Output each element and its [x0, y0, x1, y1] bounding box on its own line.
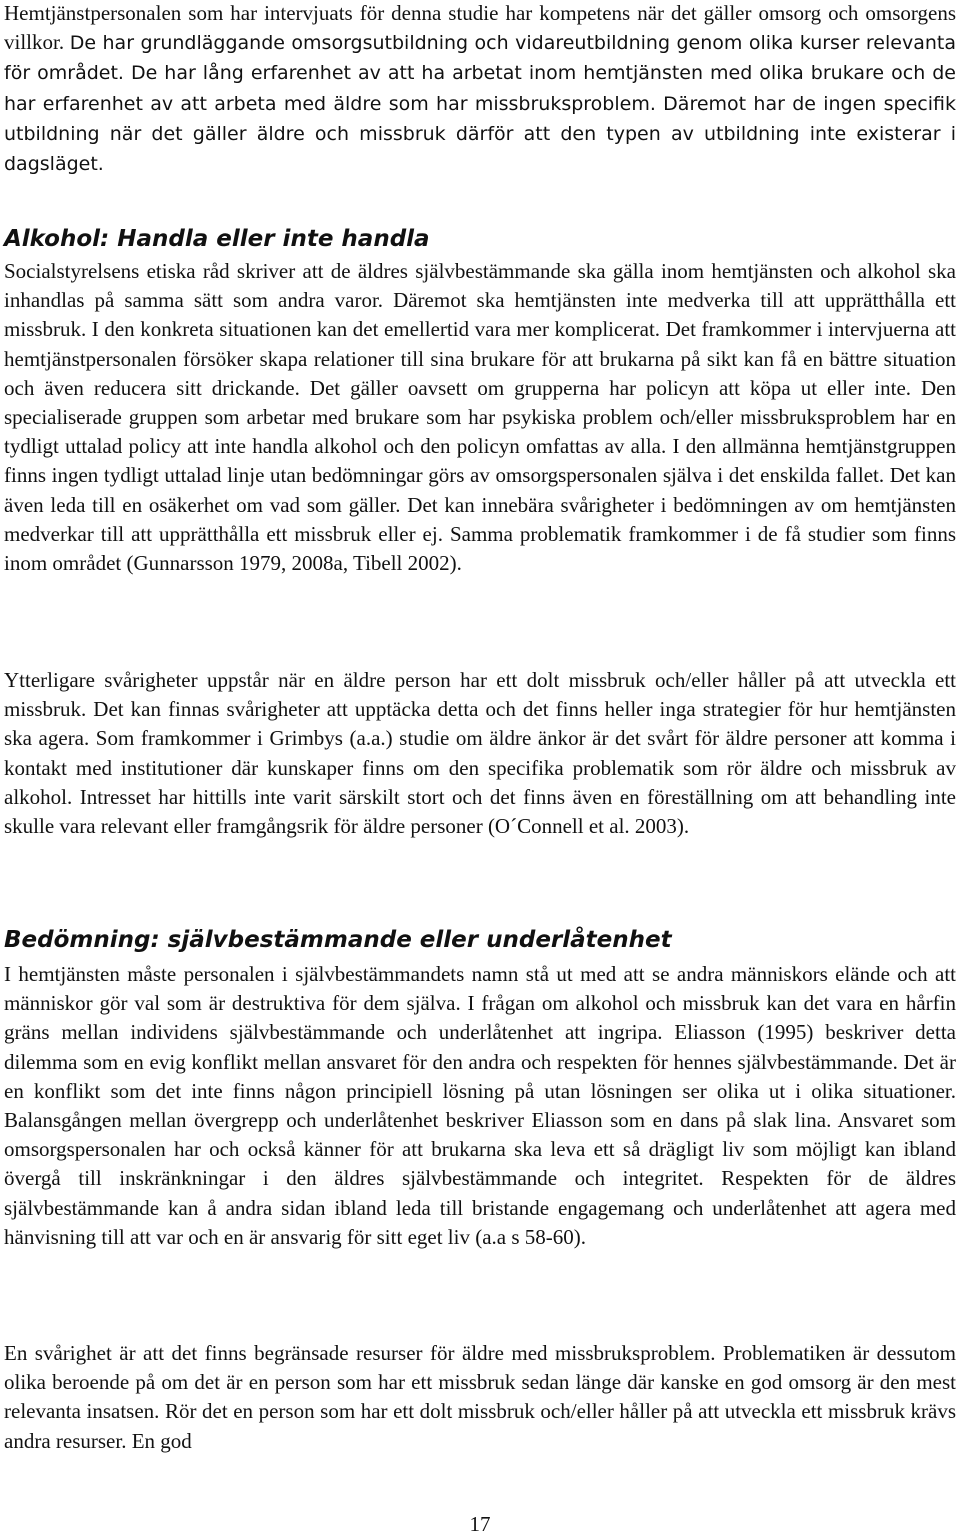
paragraph-alkohol: Socialstyrelsens etiska råd skriver att de äldres självbestämmande ska gälla inom hemtjänsten och alkohol ska inhandlas på samma sätt som andra varor. Däremot ska hemtjänsten inte medverka till att upprätthålla ett missbruk. I den konkreta situationen kan det emellertid vara mer komplicerat. Det framkommer i intervjuerna att hemtjänstpersonalen försöker skapa relationer till sina brukare för att brukarna på sikt kan få en bättre situation och även reducera sitt drickande. Det gäller oavsett om grupperna har policyn att köpa ut eller inte. Den specialiserade gruppen som arbetar med brukare som har psykiska problem och/eller missbruksproblem har en tydligt uttalad policy att inte handla alkohol och den policyn omfattas av alla. I den allmänna hemtjänstgruppen finns ingen tydligt uttalad linje utan bedömningar görs av omsorgspersonalen själva i det enskilda fallet. Det kan även leda till en osäkerhet om vad som gäller. Det kan innebära svårigheter i bedömningen av om hemtjänsten medverkar till att upprätthålla ett missbruk eller ej. Samma problematik framkommer i de få studier som finns inom området (Gunnarsson 1979, 2008a, Tibell 2002). [4, 259, 956, 576]
paragraph-ytterligare: Ytterligare svårigheter uppstår när en äldre person har ett dolt missbruk och/eller håller på att utveckla ett missbruk. Det kan finnas svårigheter att upptäcka detta och det finns heller inga strategier för hur hemtjänsten ska agera. Som framkommer i Grimbys (a.a.) studie om äldre änkor är det svårt för äldre personer att komma i kontakt med institutioner där kunskaper finns om den specifika problematik som rör äldre och missbruk av alkohol. Intresset har hittills inte varit särskilt stort och det finns även en föreställning om att behandling inte skulle vara relevant eller framgångsrik för äldre personer (O´Connell et al. 2003). [4, 668, 956, 839]
intro-text-sans: De har grundläggande omsorgsutbildning och vidareutbildning genom olika kurser relevanta för området. De har lång erfarenhet av att ha arbetat inom hemtjänsten med olika brukare och de har erfarenhet av att arbeta med äldre som har missbruksproblem. Däremot har de ingen specifik utbildning när det gäller äldre och missbruk därför att den typen av utbildning inte existerar i dagsläget. [4, 32, 956, 176]
section-heading-alkohol: Alkohol: Handla eller inte handla [4, 226, 430, 252]
section-heading-bedomning: Bedömning: självbestämmande eller underlåtenhet [4, 927, 672, 953]
page-number: 17 [469, 1512, 491, 1536]
paragraph-bedomning: I hemtjänsten måste personalen i självbestämmandets namn stå ut med att se andra människors elände och att människor gör val som är destruktiva för dem själva. I frågan om alkohol och missbruk kan det vara en hårfin gräns mellan individens självbestämmande och underlåtenhet att ingripa. Eliasson (1995) beskriver detta dilemma som en evig konflikt mellan ansvaret för den andra och respekten för hennes självbestämmande. Det är en konflikt som det inte finns någon principiell lösning på utan lösningen ser olika ut i olika situationer. Balansgången mellan övergrepp och underlåtenhet beskriver Eliasson som en dans på slak lina. Ansvaret som omsorgspersonalen har och också känner för att brukarna ska leva ett så drägligt liv som möjligt kan ibland övergå till inskränkningar i den äldres självbestämmande och integritet. Respekten för de äldres självbestämmande kan å andra sidan ibland leda till bristande engagemang och underlåtenhet att agera med hänvisning till att var och en är ansvarig för sitt eget liv (a.a s 58-60). [4, 962, 956, 1249]
intro-paragraph [4, 0, 956, 179]
paragraph-resurser: En svårighet är att det finns begränsade resurser för äldre med missbruksproblem. Problematiken är dessutom olika beroende på om det är en person som har ett missbruk sedan länge där kanske en god omsorg är den mest relevanta insatsen. Rör det en person som har ett dolt missbruk och/eller håller på att utveckla ett missbruk krävs andra resurser. En god [4, 1341, 956, 1453]
intro-text-serif: Hemtjänstpersonalen som har intervjuats för denna studie har kompetens när det gäller omsorg och omsorgens villkor. [4, 1, 956, 55]
